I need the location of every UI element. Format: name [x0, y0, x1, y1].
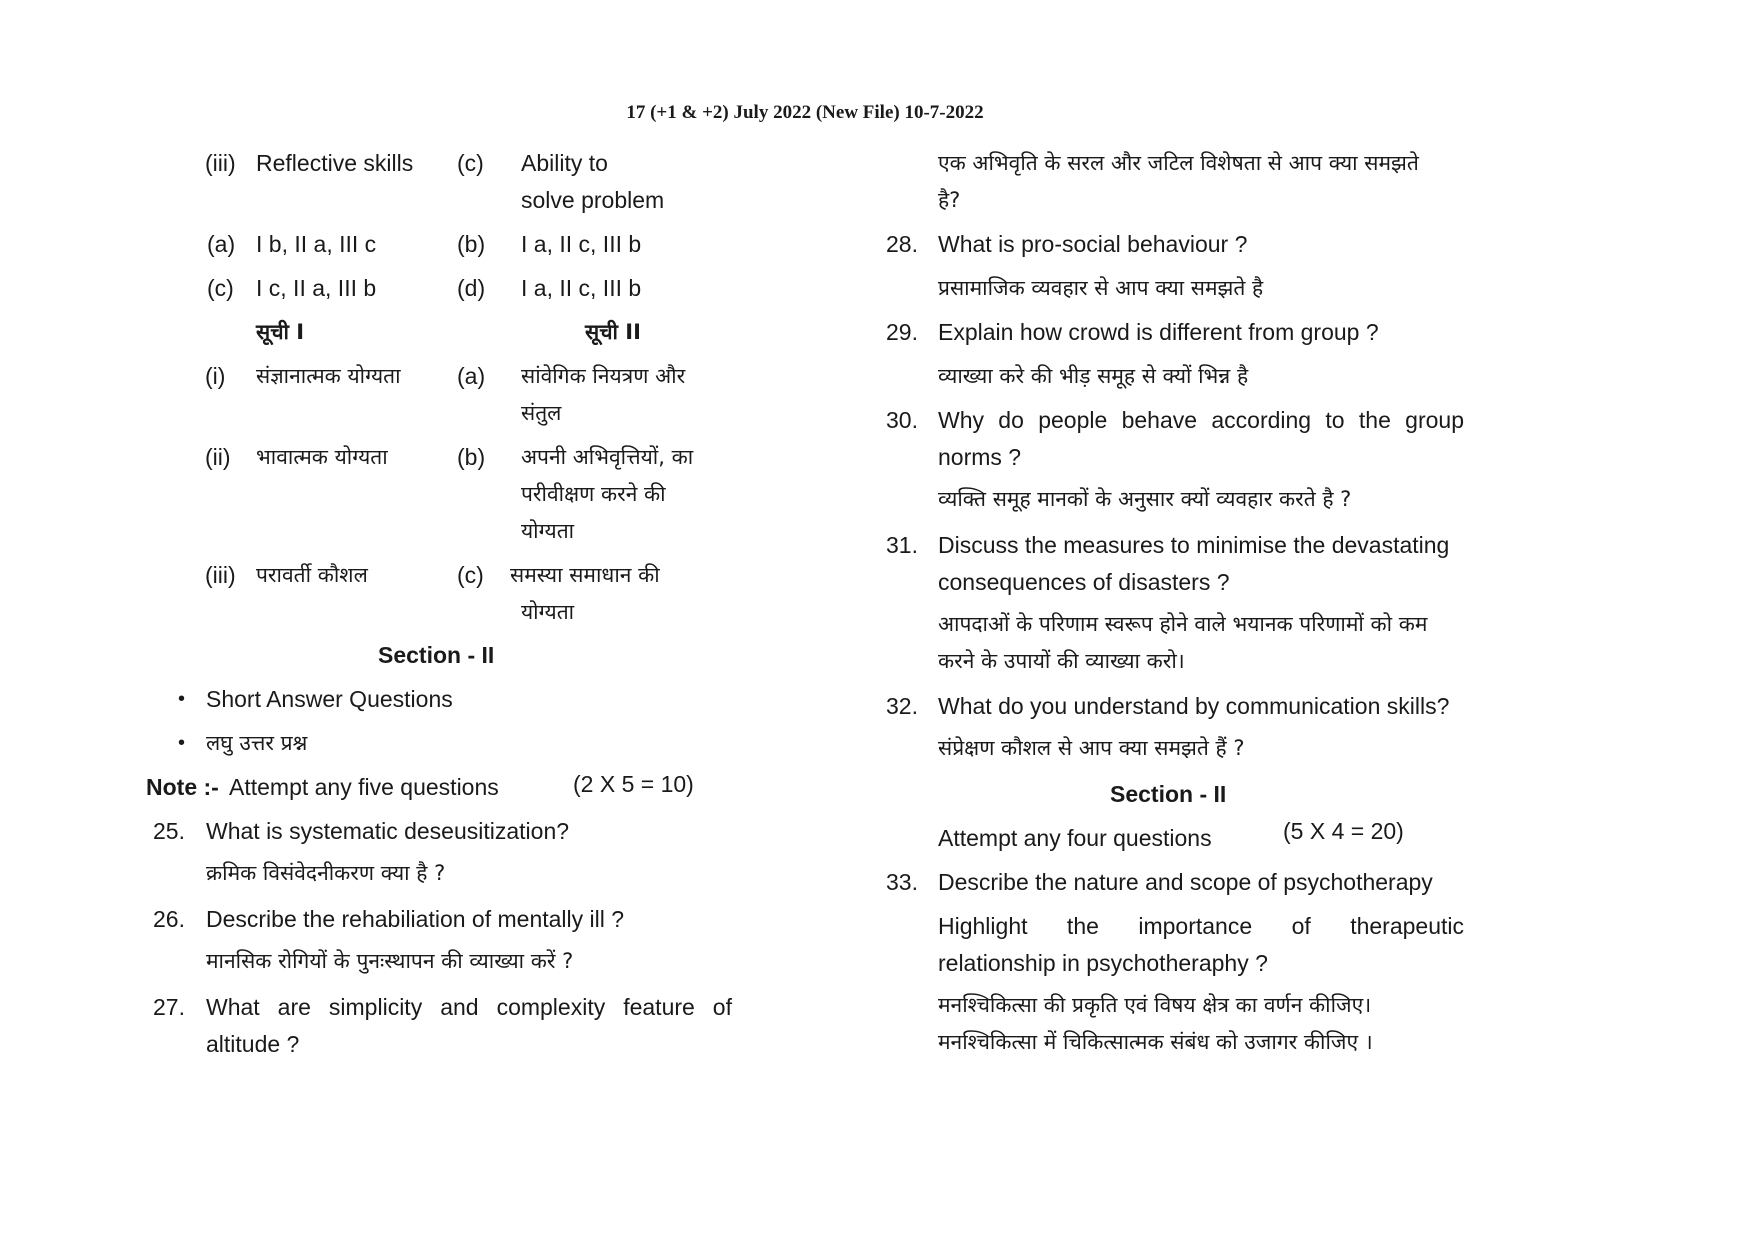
- question-number: 26.: [153, 906, 185, 932]
- hindi-row-letter: (c): [457, 562, 484, 588]
- match-row-letter: (c): [457, 150, 484, 176]
- question-text: altitude ?: [206, 1031, 300, 1057]
- question-text: consequences of disasters ?: [938, 569, 1230, 595]
- hindi-row-desc: सांवेगिक नियत्रण और: [521, 364, 686, 388]
- hindi-row-item: भावात्मक योग्यता: [256, 445, 388, 469]
- list-header-2: सूची II: [585, 320, 641, 344]
- option-text: I a, II c, III b: [521, 231, 642, 257]
- question-number: 30.: [886, 407, 918, 433]
- question-hindi: मनश्चिकित्सा की प्रकृति एवं विषय क्षेत्र का वर्णन कीजिए।: [938, 993, 1372, 1017]
- hindi-row-letter: (a): [457, 363, 486, 389]
- note-marks: (2 X 5 = 10): [573, 771, 694, 797]
- question-number: 29.: [886, 319, 918, 345]
- hindi-row-item: संज्ञानात्मक योग्यता: [256, 364, 401, 388]
- option-label: (a): [207, 231, 236, 257]
- question-hindi: आपदाओं के परिणाम स्वरूप होने वाले भयानक परिणामों को कम: [938, 612, 1428, 636]
- bullet-text: Short Answer Questions: [206, 686, 453, 712]
- bullet-text: लघु उत्तर प्रश्न: [206, 731, 308, 755]
- page-header: 17 (+1 & +2) July 2022 (New File) 10-7-2022: [626, 102, 984, 123]
- hindi-row-num: (ii): [205, 444, 231, 470]
- section-marks: (5 X 4 = 20): [1283, 818, 1404, 844]
- question-hindi: है?: [938, 188, 961, 212]
- hindi-row-desc: योग्यता: [521, 600, 575, 624]
- hindi-row-num: (iii): [205, 562, 236, 588]
- question-number: 27.: [153, 994, 185, 1020]
- match-row-desc: solve problem: [521, 187, 665, 213]
- hindi-row-letter: (b): [457, 444, 486, 470]
- question-text: Why do people behave according to the group: [938, 407, 1464, 433]
- question-text: Highlight the importance of therapeutic: [938, 913, 1464, 939]
- section-instruction: Attempt any four questions: [938, 825, 1212, 851]
- question-number: 28.: [886, 231, 918, 257]
- option-label: (d): [457, 275, 486, 301]
- option-text: I a, II c, III b: [521, 275, 642, 301]
- question-hindi: प्रसामाजिक व्यवहार से आप क्या समझते है: [938, 276, 1264, 300]
- question-hindi: व्यक्ति समूह मानकों के अनुसार क्यों व्यवहार करते है ?: [938, 487, 1352, 511]
- question-text: Describe the nature and scope of psychotherapy: [938, 869, 1433, 895]
- question-hindi: संप्रेक्षण कौशल से आप क्या समझते हैं ?: [938, 736, 1245, 760]
- question-hindi: मनश्चिकित्सा में चिकित्सात्मक संबंध को उजागर कीजिए ।: [938, 1030, 1373, 1054]
- question-hindi: व्याख्या करे की भीड़ समूह से क्यों भिन्न है: [938, 364, 1249, 388]
- hindi-row-item: परावर्ती कौशल: [256, 563, 368, 587]
- hindi-row-num: (i): [205, 363, 226, 389]
- hindi-row-desc: योग्यता: [521, 519, 575, 543]
- question-number: 25.: [153, 818, 185, 844]
- section-title: Section - II: [378, 642, 495, 668]
- match-row-item: Reflective skills: [256, 150, 414, 176]
- option-label: (b): [457, 231, 486, 257]
- question-text: Explain how crowd is different from group ?: [938, 319, 1379, 345]
- question-text: Discuss the measures to minimise the devastating: [938, 532, 1450, 558]
- match-row-desc: Ability to: [521, 150, 608, 176]
- question-number: 33.: [886, 869, 918, 895]
- question-text: What is systematic deseusitization?: [206, 818, 570, 844]
- question-hindi: करने के उपायों की व्याख्या करो।: [938, 649, 1185, 673]
- list-header-1: सूची I: [256, 320, 305, 344]
- question-text: relationship in psychotheraphy ?: [938, 950, 1268, 976]
- hindi-row-desc: परीवीक्षण करने की: [521, 482, 666, 506]
- question-hindi: क्रमिक विसंवेदनीकरण क्या है ?: [206, 861, 446, 885]
- question-text: What is pro-social behaviour ?: [938, 231, 1248, 257]
- note-label: Note :-: [146, 774, 219, 800]
- question-number: 32.: [886, 693, 918, 719]
- section-title: Section - II: [1110, 781, 1227, 807]
- option-text: I c, II a, III b: [256, 275, 377, 301]
- question-hindi: एक अभिवृति के सरल और जटिल विशेषता से आप क्या समझते: [938, 151, 1419, 175]
- hindi-row-desc: संतुल: [521, 401, 562, 425]
- question-hindi: मानसिक रोगियों के पुनःस्थापन की व्याख्या करें ?: [206, 949, 574, 973]
- question-text: Describe the rehabiliation of mentally ill ?: [206, 906, 625, 932]
- hindi-row-desc: समस्या समाधान की: [510, 563, 660, 587]
- bullet-icon: •: [178, 688, 186, 710]
- question-text: What are simplicity and complexity feature of: [206, 994, 732, 1020]
- option-label: (c): [207, 275, 234, 301]
- question-number: 31.: [886, 532, 918, 558]
- match-row-num: (iii): [205, 150, 236, 176]
- bullet-icon: •: [178, 732, 186, 754]
- question-text: What do you understand by communication skills?: [938, 693, 1450, 719]
- option-text: I b, II a, III c: [256, 231, 377, 257]
- hindi-row-desc: अपनी अभिवृत्तियों, का: [521, 445, 694, 469]
- question-text: norms ?: [938, 444, 1022, 470]
- note-text: Attempt any five questions: [229, 774, 499, 800]
